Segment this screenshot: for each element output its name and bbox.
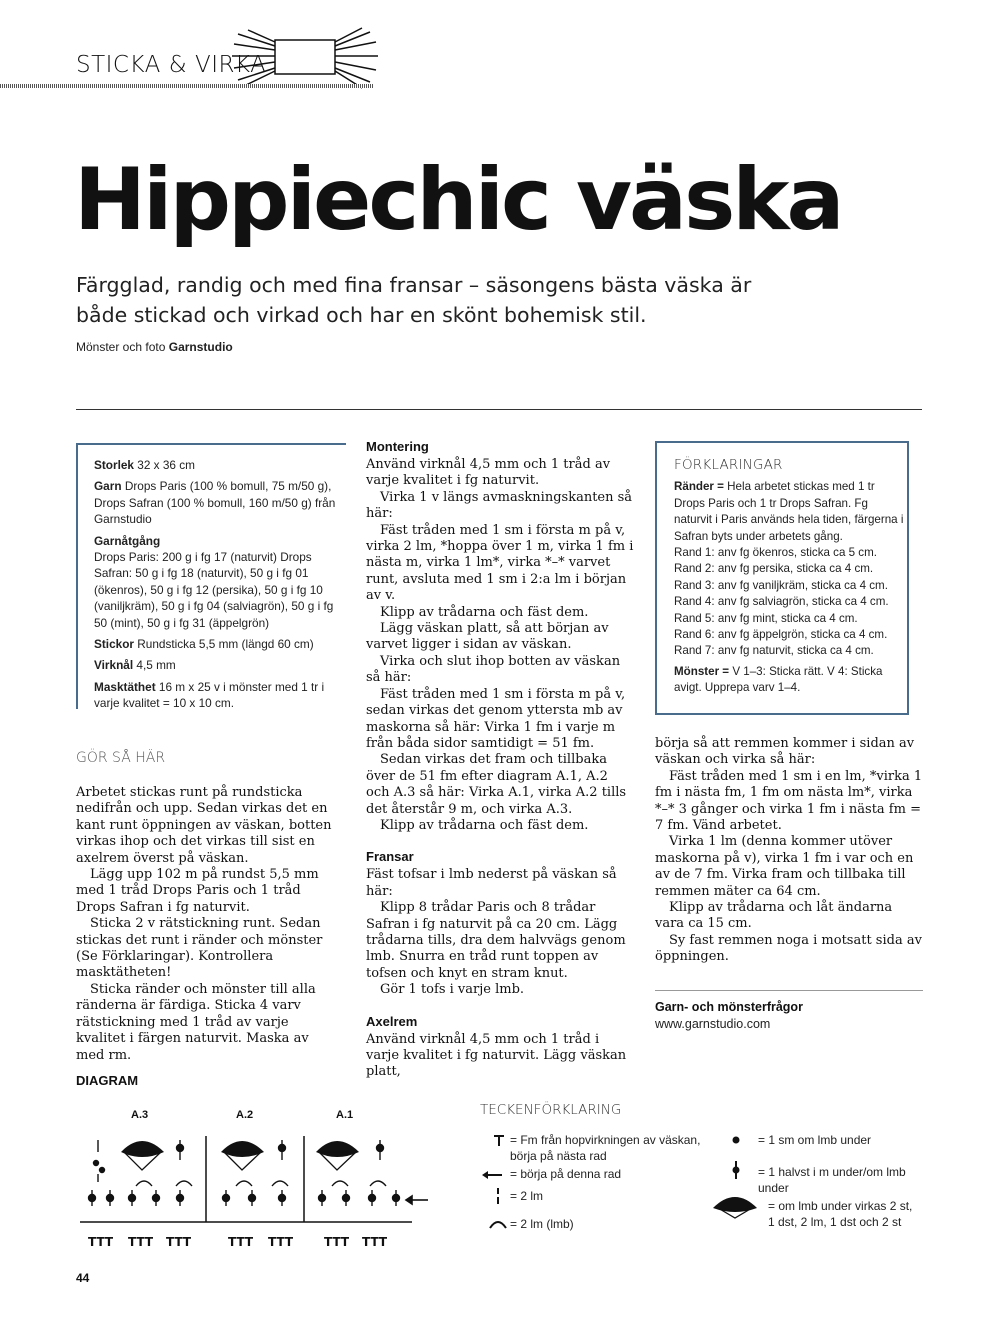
header-rule bbox=[0, 84, 374, 88]
questions-divider bbox=[655, 990, 923, 991]
spec-hook: Virknål 4,5 mm bbox=[94, 658, 176, 673]
montering-heading: Montering bbox=[366, 439, 429, 454]
spec-needles: Stickor Rundsticka 5,5 mm (längd 60 cm) bbox=[94, 637, 314, 652]
page-number: 44 bbox=[76, 1271, 90, 1285]
stripe-round: Rand 1: anv fg ökenros, sticka ca 5 cm. bbox=[674, 546, 877, 560]
svg-text:TTT: TTT bbox=[166, 1235, 192, 1249]
svg-text:TTT: TTT bbox=[362, 1235, 388, 1249]
legend-text-half-treble: = 1 halvst i m under/om lmb under bbox=[758, 1165, 906, 1195]
diagram-label-a3: A.3 bbox=[131, 1109, 149, 1121]
stripes-text: Ränder = Hela arbetet stickas med 1 tr Drops Paris och 1 tr Drops Safran. Fg naturvit i Paris används hela tiden, färgerna i Safran byts under arbetets gång. bbox=[674, 480, 904, 543]
stripe-round: Rand 7: anv fg naturvit, sticka ca 4 cm. bbox=[674, 644, 874, 658]
legend-text-fm: = Fm från hopvirkningen av väskan, börja på nästa rad bbox=[510, 1133, 701, 1163]
legend-text-arrow: = börja på denna rad bbox=[510, 1167, 622, 1181]
legend-text-chain: = 2 lm bbox=[510, 1189, 544, 1203]
spec-gauge: Masktäthet 16 m x 25 v i mönster med 1 tr i varje kvalitet = 10 x 10 cm. bbox=[94, 679, 325, 711]
spec-yarn: Garn Drops Paris (100 % bomull, 75 m/50 g), Drops Safran (100 % bomull, 160 m/50 g) från Garnstudio bbox=[94, 479, 336, 527]
diagram-label-a1: A.1 bbox=[336, 1109, 354, 1121]
questions-url[interactable]: www.garnstudio.com bbox=[655, 1017, 771, 1031]
legend-heading: TECKENFÖRKLARING bbox=[480, 1102, 622, 1118]
legend-text-slip: = 1 sm om lmb under bbox=[758, 1133, 872, 1147]
spec-size: Storlek 32 x 36 cm bbox=[94, 458, 195, 472]
section-divider bbox=[76, 409, 922, 410]
instructions-body: Arbetet stickas runt på rundsticka nedifrån och upp. Sedan virkas det en kant runt öppningen av väskan, botten virkas ihop och det virkas till sist en axelrem överst på väskan. Lägg upp 102 m på rundst 5,5 mm med 1 tråd Drops Paris och 1 tråd Drops Safran i fg naturvit. Sticka 2 v rätstickning runt. Sedan stickas det runt i ränder och mönster (Se Förklaringar). Kontrollera masktätheten! Sticka ränder och mönster till alla ränderna är färdiga. Sticka 4 varv rätstickning med 1 tråd av varje kvalitet i färgen naturvit. Maska av med rm. bbox=[76, 785, 332, 1063]
stripe-round: Rand 6: anv fg äppelgrön, sticka ca 4 cm. bbox=[674, 628, 888, 642]
svg-text:TTT: TTT bbox=[88, 1235, 114, 1249]
instructions-heading: GÖR SÅ HÄR bbox=[76, 750, 166, 766]
chain-2-icon bbox=[486, 1186, 510, 1206]
section-label: STICKA & VIRKA bbox=[76, 52, 267, 78]
slip-stitch-icon bbox=[726, 1130, 750, 1150]
svg-text:TTT: TTT bbox=[228, 1235, 254, 1249]
credit-name: Garnstudio bbox=[168, 340, 233, 354]
stripe-round: Rand 5: anv fg mint, sticka ca 4 cm. bbox=[674, 611, 858, 625]
svg-text:TTT: TTT bbox=[324, 1235, 350, 1249]
explanations-box bbox=[655, 441, 909, 715]
shell-icon bbox=[710, 1192, 760, 1220]
fransar-heading: Fransar bbox=[366, 849, 414, 865]
specs-box bbox=[76, 443, 346, 709]
stripe-round: Rand 3: anv fg vaniljkräm, sticka ca 4 cm. bbox=[674, 578, 888, 592]
axelrem-heading: Axelrem bbox=[366, 1013, 418, 1029]
credit-line: Mönster och foto Garnstudio bbox=[76, 340, 233, 354]
explanations-heading: FÖRKLARINGAR bbox=[674, 457, 783, 473]
svg-text:TTT: TTT bbox=[128, 1235, 154, 1249]
legend-text-shell: = om lmb under virkas 2 st, 1 dst, 2 lm, 1 dst och 2 st bbox=[768, 1199, 913, 1229]
pattern-text: Mönster = V 1–3: Sticka rätt. V 4: Sticka avigt. Upprepa varv 1–4. bbox=[674, 664, 883, 695]
crochet-diagram bbox=[76, 1100, 436, 1260]
questions-heading: Garn- och mönsterfrågor bbox=[655, 1000, 803, 1014]
stripe-round: Rand 4: anv fg salviagrön, sticka ca 4 cm. bbox=[674, 595, 889, 609]
diagram-heading: DIAGRAM bbox=[76, 1073, 139, 1088]
chain-arc-icon bbox=[486, 1214, 510, 1234]
legend-text-arc: = 2 lm (lmb) bbox=[510, 1217, 574, 1231]
svg-text:TTT: TTT bbox=[268, 1235, 294, 1249]
fm-start-icon bbox=[488, 1132, 512, 1152]
spec-amount: Garnåtgång Drops Paris: 200 g i fg 17 (naturvit) Drops Safran: 50 g i fg 18 (naturvit), 50 g i fg 01 (ökenros), 50 g i fg 12 (persika), 50 g i fg 10 (vaniljkräm), 50 g i fg 04 (salviagrön), 50 g i fg 50 (mint), 50 g i fg 31 (äppelgrön) bbox=[94, 533, 334, 630]
strap-continued: börja så att remmen kommer i sidan av väskan och virka så här: Fäst tråden med 1 sm i en lm, *virka 1 fm i nästa fm, 1 fm om nästa lm*, virka *–* 3 gånger och virka 1 fm i nästa fm = 7 fm. Vänd arbetet. Virka 1 lm (denna kommer utöver maskorna på v), virka 1 fm i var och en av de 7 fm. Virka fram och tillbaka till remmen mäter ca 64 cm. Klipp av trådarna och låt ändarna vara ca 15 cm. Sy fast remmen noga i motsatt sida av öppningen. bbox=[655, 736, 923, 965]
stripe-round: Rand 2: anv fg persika, sticka ca 4 cm. bbox=[674, 562, 874, 576]
yarn-skein-icon bbox=[230, 26, 380, 90]
lead-paragraph: Färgglad, randig och med fina fransar – säsongens bästa väska är både stickad och virkad och har en skönt bohemisk stil. bbox=[76, 273, 752, 327]
start-arrow-icon bbox=[480, 1165, 504, 1185]
diagram-label-a2: A.2 bbox=[236, 1109, 254, 1121]
half-treble-icon bbox=[726, 1160, 750, 1180]
assembly-column: Montering Använd virknål 4,5 mm och 1 tråd av varje kvalitet i fg naturvit. Virka 1 v längs avmaskningskanten så här: Fäst tråden med 1 sm i första m på v, virka 2 lm, *hoppa över 1 m, virka 1 fm i nästa m, virka 1 lm*, virka *–* varvet runt, avsluta med 1 sm i 2:a lm i början av v. Klipp av trådarna och fäst dem. Lägg väskan platt, så att början av varvet ligger i sidan av väskan. Virka och slut ihop botten av väskan så här: Fäst tråden med 1 sm i första m på v, sedan virkas det genom yttersta mb av maskorna så här: Virka 1 fm i varje m från båda sidor samtidigt = 51 fm. Sedan virkas det fram och tillbaka över de 51 fm efter diagram A.1, A.2 och A.3 så här: Virka A.1, virka A.2 tills det återstår 9 m, och virka A.3. Klipp av trådarna och fäst dem. Fransar Fäst tofsar i lmb nederst på väskan så här: Klipp 8 trådar Paris och 8 trådar Safran i fg naturvit på ca 20 cm. Lägg trådarna tills, dra dem halvvägs genom lmb. Snurra en tråd runt toppen av tofsen och knyt en stram knut. Gör 1 tofs i varje lmb. Axelrem Använd virknål 4,5 mm och 1 tråd i varje kvalitet i fg naturvit. Lägg väskan platt, bbox=[366, 439, 634, 1080]
page-title: Hippiechic väska bbox=[74, 150, 842, 250]
